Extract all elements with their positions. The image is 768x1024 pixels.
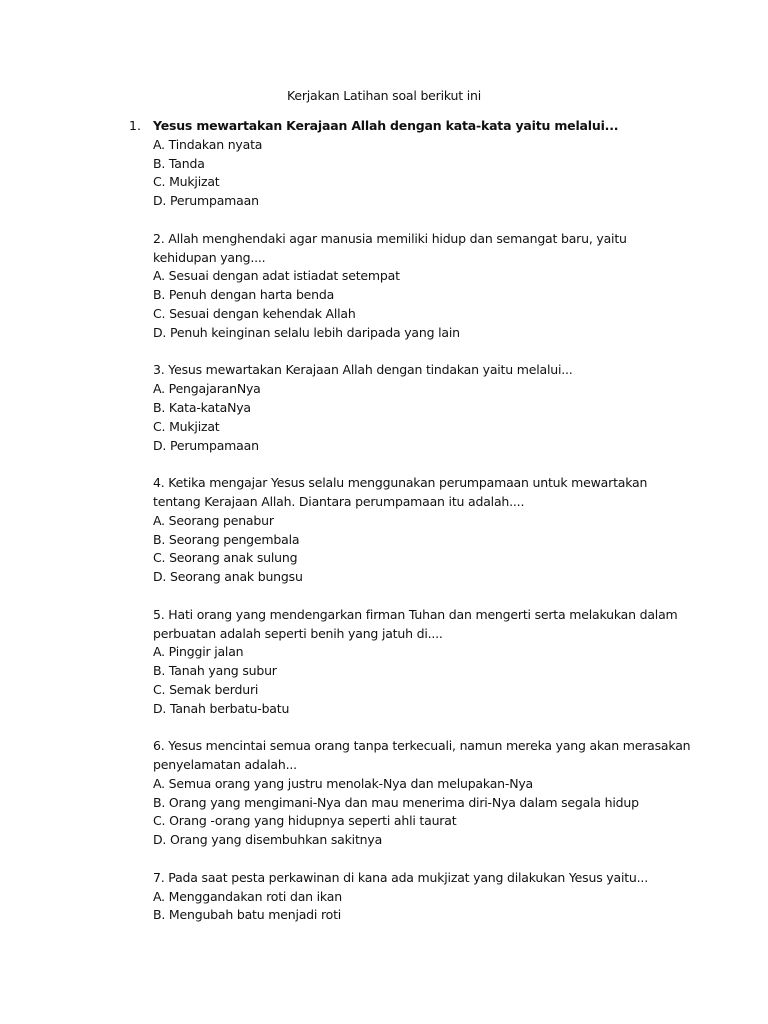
question-5 — [153, 606, 693, 719]
option-c: C. Sesuai dengan kehendak Allah — [153, 305, 356, 321]
option-c: C. Seorang anak sulung — [153, 550, 298, 566]
option-c: C. Orang -orang yang hidupnya seperti ahli taurat — [153, 813, 457, 829]
question-5-text: 5. Hati orang yang mendengarkan firman Tuhan dan mengerti serta melakukan dalam perbuatan adalah seperti benih yang jatuh di.... — [153, 606, 678, 641]
question-list — [129, 117, 693, 944]
question-3-options — [153, 380, 693, 455]
question-1-options — [153, 136, 693, 211]
option-b: B. Kata-kataNya — [153, 399, 251, 415]
option-b: B. Tanah yang subur — [153, 663, 277, 679]
option-b: B. Tanda — [153, 155, 205, 171]
question-2-options — [153, 267, 693, 342]
option-a: A. Pinggir jalan — [153, 644, 244, 660]
question-7 — [153, 869, 693, 925]
option-a: A. Sesuai dengan adat istiadat setempat — [153, 268, 400, 284]
question-7-text: 7. Pada saat pesta perkawinan di kana ada mukjizat yang dilakukan Yesus yaitu... — [153, 869, 648, 885]
question-7-options — [153, 888, 693, 926]
option-b: B. Seorang pengembala — [153, 531, 300, 547]
option-d: D. Tanah berbatu-batu — [153, 700, 290, 716]
question-4-text: 4. Ketika mengajar Yesus selalu menggunakan perumpamaan untuk mewartakan tentang Kerajaan Allah. Diantara perumpamaan itu adalah.... — [153, 475, 648, 509]
question-6 — [153, 737, 693, 850]
option-a: A. Semua orang yang justru menolak-Nya dan melupakan-Nya — [153, 775, 534, 791]
question-2 — [153, 230, 693, 343]
option-d: D. Seorang anak bungsu — [153, 569, 303, 585]
option-d: D. Penuh keinginan selalu lebih daripada yang lain — [153, 324, 460, 340]
option-b: B. Penuh dengan harta benda — [153, 287, 335, 303]
option-c: C. Mukjizat — [153, 418, 220, 434]
question-6-text: 6. Yesus mencintai semua orang tanpa terkecuali, namun mereka yang akan merasakan penyelamatan adalah... — [153, 738, 691, 773]
question-5-options — [153, 643, 693, 718]
option-a: A. Seorang penabur — [153, 512, 274, 528]
option-c: C. Semak berduri — [153, 681, 259, 697]
question-1-text: Yesus mewartakan Kerajaan Allah dengan kata-kata yaitu melalui... — [153, 118, 619, 133]
document-title: Kerjakan Latihan soal berikut ini — [286, 88, 481, 103]
question-6-options — [153, 775, 693, 850]
question-1-number: 1. — [129, 118, 141, 133]
option-b: B. Orang yang mengimani-Nya dan mau menerima diri-Nya dalam segala hidup — [153, 794, 639, 810]
option-d: D. Perumpamaan — [153, 193, 259, 209]
option-b: B. Mengubah batu menjadi roti — [153, 907, 342, 923]
option-a: A. Tindakan nyata — [153, 136, 263, 152]
question-3-text: 3. Yesus mewartakan Kerajaan Allah dengan tindakan yaitu melalui... — [153, 362, 573, 378]
question-2-text: 2. Allah menghendaki agar manusia memiliki hidup dan semangat baru, yaitu kehidupan yang.... — [153, 230, 627, 265]
question-3 — [153, 361, 693, 455]
option-a: A. PengajaranNya — [153, 381, 261, 397]
question-1 — [129, 117, 693, 211]
option-d: D. Perumpamaan — [153, 437, 259, 453]
question-4-options — [153, 512, 693, 587]
option-c: C. Mukjizat — [153, 174, 220, 190]
option-a: A. Menggandakan roti dan ikan — [153, 888, 342, 904]
option-d: D. Orang yang disembuhkan sakitnya — [153, 832, 383, 848]
question-4 — [153, 474, 693, 587]
